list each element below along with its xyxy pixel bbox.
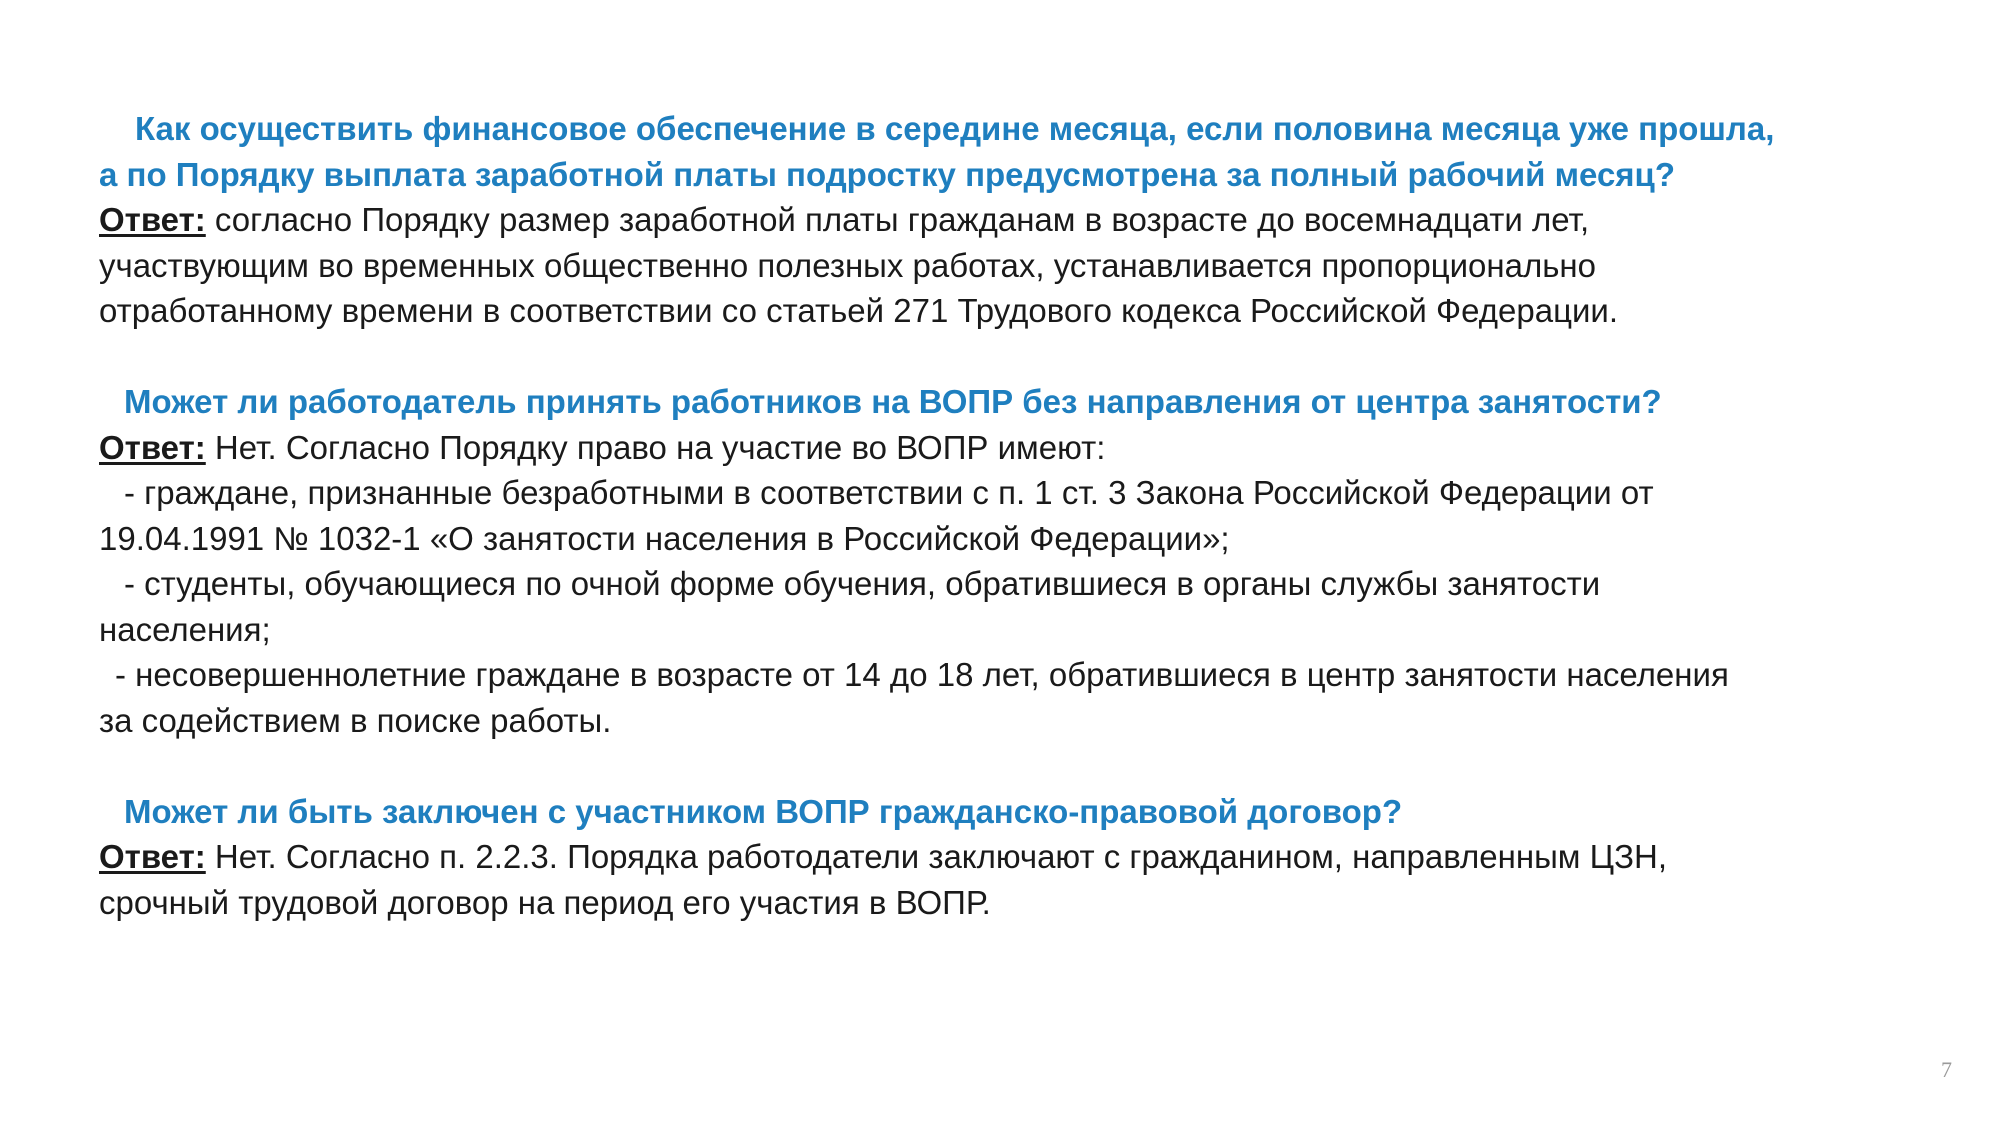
qa-block-2: [99, 379, 1929, 743]
answer-label: Ответ:: [99, 201, 206, 238]
answer-label: Ответ:: [99, 838, 206, 875]
answer-2-line-4: - студенты, обучающиеся по очной форме обучения, обратившиеся в органы службы занятости: [124, 565, 1601, 602]
answer-1-first-text: согласно Порядку размер заработной платы гражданам в возрасте до восемнадцати лет,: [205, 201, 1590, 238]
answer-2-line-3: 19.04.1991 № 1032-1 «О занятости населения в Российской Федерации»;: [99, 519, 1230, 557]
answer-2-line-1: [99, 425, 1929, 471]
answer-3-line-2: срочный трудовой договор на период его участия в ВОПР.: [99, 883, 991, 921]
question-1-line-2: а по Порядку выплата заработной платы подростку предусмотрена за полный рабочий месяц?: [99, 155, 1675, 193]
answer-2-line-2: - граждане, признанные безработными в соответствии с п. 1 ст. 3 Закона Российской Федерации от: [124, 474, 1654, 511]
answer-2-line-6: - несовершеннолетние граждане в возрасте от 14 до 18 лет, обратившиеся в центр занятости населения: [115, 656, 1729, 693]
answer-1: [99, 197, 1929, 334]
answer-1-line-1: [99, 197, 1929, 243]
answer-1-line-3: отработанному времени в соответствии со статьей 271 Трудового кодекса Российской Федерации.: [99, 292, 1618, 329]
question-3-line-1: Может ли быть заключен с участником ВОПР гражданско-правовой договор?: [124, 792, 1403, 830]
question-2: [99, 379, 1929, 425]
question-1: [99, 106, 1929, 197]
answer-2-line-7: за содействием в поиске работы.: [99, 701, 612, 739]
slide-content: [99, 106, 1929, 925]
question-1-line-1: Как осуществить финансовое обеспечение в середине месяца, если половина месяца уже прошла,: [135, 110, 1775, 147]
qa-block-1: [99, 106, 1929, 334]
qa-block-3: [99, 789, 1929, 926]
question-3: [99, 789, 1929, 835]
answer-label: Ответ:: [99, 428, 206, 466]
page-number: 7: [1941, 1057, 1952, 1082]
question-2-line-1: Может ли работодатель принять работников на ВОПР без направления от центра занятости?: [124, 383, 1662, 420]
answer-3: [99, 834, 1929, 925]
answer-3-line-1: [99, 834, 1929, 880]
answer-2-first-text: Нет. Согласно Порядку право на участие во ВОПР имеют:: [205, 428, 1106, 466]
answer-2: [99, 425, 1929, 744]
answer-1-line-2: участвующим во временных общественно полезных работах, устанавливается пропорционально: [99, 246, 1596, 284]
answer-2-line-5: населения;: [99, 610, 271, 648]
answer-3-first-text: Нет. Согласно п. 2.2.3. Порядка работодатели заключают с гражданином, направленным ЦЗН,: [205, 838, 1667, 875]
